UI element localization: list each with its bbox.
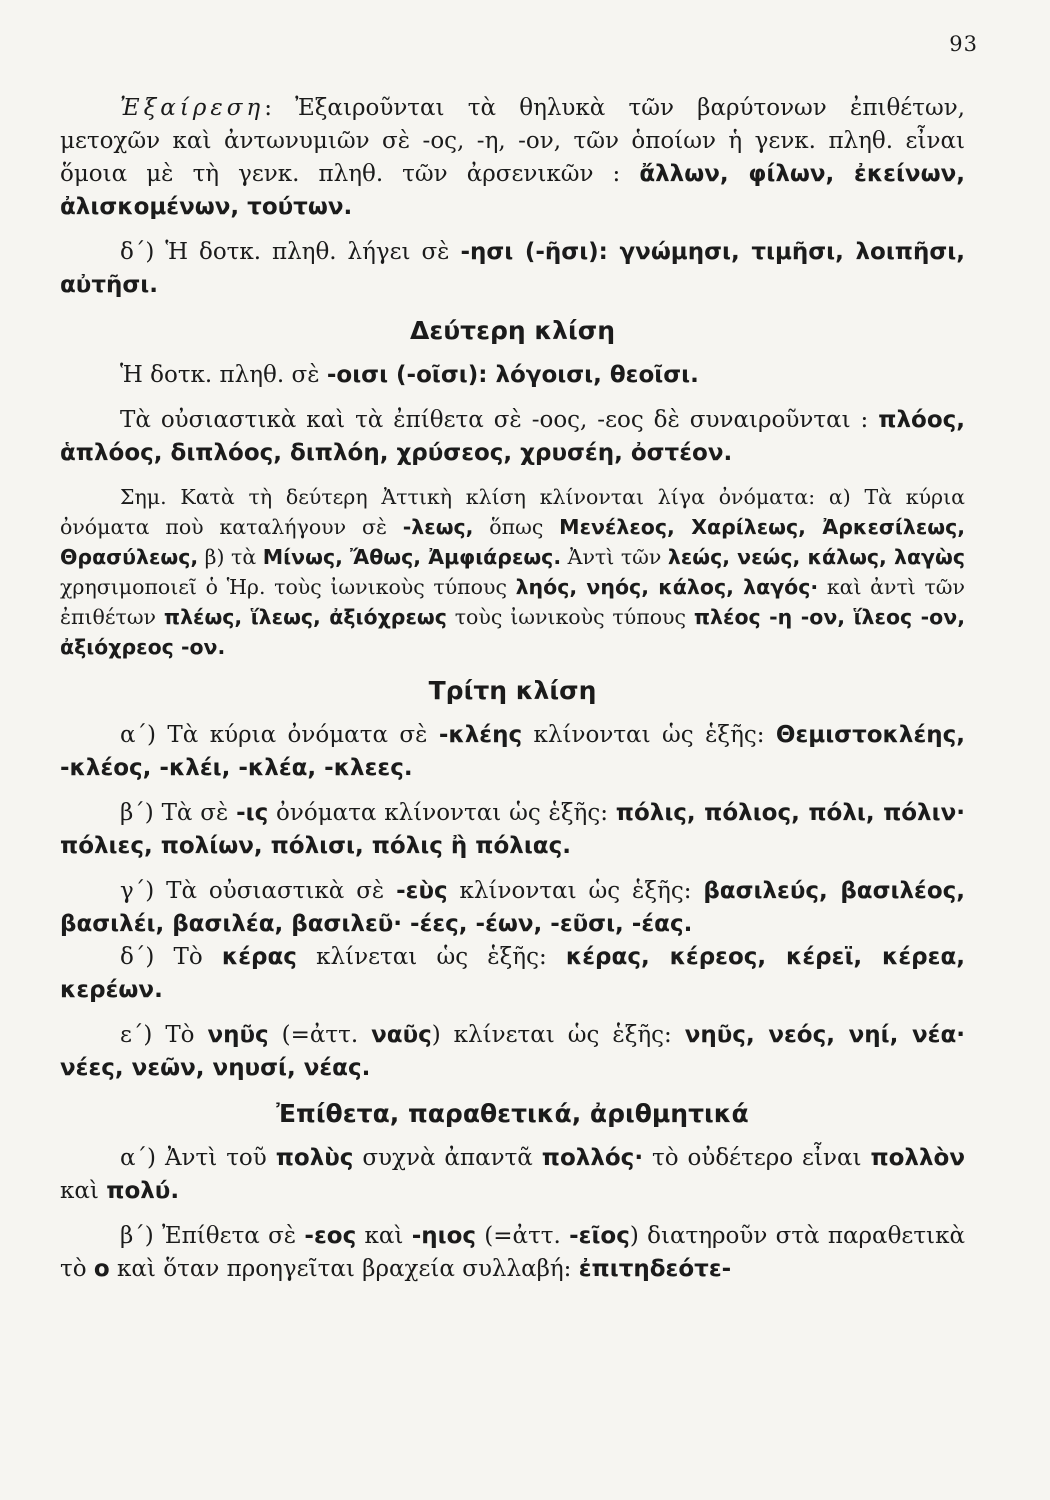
adj-a-text-3: τὸ οὐδέτερο εἶναι — [643, 1145, 871, 1171]
note-text-7: τοὺς ἰωνικοὺς τύπους — [446, 605, 694, 629]
second-declension-contraction — [60, 404, 965, 470]
third-c-text-2: κλίνονται ὡς ἑξῆς: — [447, 878, 704, 904]
heading-second-declension: Δεύτερη κλίση — [409, 316, 615, 345]
second-p1-text: Ἡ δοτκ. πληθ. σὲ — [120, 362, 327, 388]
third-item-a — [60, 719, 965, 785]
third-b-bold-1: -ις — [236, 800, 269, 826]
third-a-bold-2: Θεμιστοκλέης, -κλέος, -κλέι, -κλέα, -κλεες. — [60, 722, 965, 781]
delta-paragraph — [60, 236, 965, 302]
adj-b-text-5: καὶ ὅταν προηγεῖται βραχεία συλλαβή: — [109, 1256, 579, 1282]
third-e-text-3: ) κλίνεται ὡς ἑξῆς: — [431, 1022, 685, 1048]
note-text-6: καὶ ἀντὶ τῶν ἐπιθέτων — [60, 575, 965, 629]
adj-b-bold-2: -ηιος — [411, 1223, 477, 1249]
third-b-text: β΄) Τὰ σὲ — [120, 800, 237, 826]
note-text-1: Σημ. Κατὰ τὴ δεύτερη Ἀττικὴ κλίση κλίνονται λίγα ὀνόματα: α) Τὰ κύρια ὀνόματα ποὺ καταλήγουν σὲ — [60, 485, 965, 539]
delta-examples: γνώμησι, τιμῆσι, λοιπῆσι, αὐτῆσι. — [60, 239, 965, 298]
exception-text: : Ἐξαιροῦνται τὰ θηλυκὰ τῶν βαρύτονων ἐπιθέτων, μετοχῶν καὶ ἀντωνυμιῶν σὲ -ος, -η, -ον, τῶν ὁποίων ἡ γενκ. πληθ. εἶναι ὅμοια μὲ τὴ γενκ. πληθ. τῶν ἀρσενικῶν : — [60, 95, 965, 187]
adj-b-text-2: καὶ — [356, 1223, 412, 1249]
second-p2-text: Τὰ οὐσιαστικὰ καὶ τὰ ἐπίθετα σὲ -οος, -εος δὲ συναιροῦνται : — [120, 407, 869, 433]
note-text-2: ὅπως — [473, 515, 560, 539]
adj-b-text-4: ) διατηροῦν στὰ παραθετικὰ τὸ — [60, 1223, 965, 1282]
third-item-d — [60, 941, 965, 1007]
third-b-bold-2: πόλις, πόλιος, πόλι, πόλιν· πόλιες, πολίων, πόλισι, πόλις ἢ πόλιας. — [60, 800, 965, 859]
note-bold-2: Μενέλεος, Χαρίλεως, Ἀρκεσίλεως, Θρασύλεως, — [60, 515, 966, 569]
third-item-c — [60, 875, 965, 941]
page-number: 93 — [949, 32, 978, 56]
adj-a-text-4: καὶ — [60, 1178, 107, 1204]
third-d-bold-1: κέρας — [221, 944, 297, 970]
note-bold-4: λεώς, νεώς, κάλως, λαγὼς — [667, 545, 965, 569]
third-d-text: δ΄) Τὸ — [120, 944, 222, 970]
third-e-text: ε΄) Τὸ — [120, 1022, 208, 1048]
note-text-3: β) τὰ — [198, 545, 263, 569]
exception-label: Ἐξαίρεση — [120, 95, 265, 121]
note-bold-3: Μίνως, Ἄθως, Ἀμφιάρεως. — [262, 545, 562, 569]
third-c-text: γ΄) Τὰ οὐσιαστικὰ σὲ — [120, 878, 397, 904]
adj-b-text: β΄) Ἐπίθετα σὲ — [120, 1223, 305, 1249]
note-paragraph — [60, 482, 965, 662]
adj-b-bold-4: ο — [93, 1256, 110, 1282]
heading-third-declension: Τρίτη κλίση — [428, 676, 597, 705]
third-a-bold-1: -κλέης — [438, 722, 523, 748]
adj-a-bold-2: πολλός· — [541, 1145, 644, 1171]
third-e-bold-3: νηῦς, νεός, νηί, νέα· νέες, νεῶν, νηυσί, νέας. — [60, 1022, 965, 1081]
second-p2-bold: πλόος, ἁπλόος, διπλόος, διπλόη, χρύσεος, χρυσέη, ὀστέον. — [60, 407, 965, 466]
third-d-text-2: κλίνεται ὡς ἑξῆς: — [296, 944, 566, 970]
third-a-text: α΄) Τὰ κύρια ὀνόματα σὲ — [120, 722, 439, 748]
third-e-bold-1: νηῦς — [207, 1022, 269, 1048]
adjectives-item-b — [60, 1220, 965, 1286]
third-item-e — [60, 1019, 965, 1085]
exception-paragraph — [60, 92, 965, 224]
adj-a-bold-3: πολλὸν — [870, 1145, 966, 1171]
note-bold-7: πλέος -η -ον, ἵλεος -ον, ἀξιόχρεος -ον. — [60, 605, 965, 659]
adj-b-bold-5: ἐπιτηδεότε- — [578, 1256, 732, 1282]
second-declension-dative — [60, 359, 965, 392]
delta-ending: -ησι (-ῆσι): — [460, 239, 608, 265]
third-a-text-2: κλίνονται ὡς ἑξῆς: — [522, 722, 776, 748]
third-c-bold-2: βασιλεύς, βασιλέος, βασιλέι, βασιλέα, βασιλεῦ· -έες, -έων, -εῦσι, -έας. — [60, 878, 966, 937]
adj-b-bold-3: -εῖος — [569, 1223, 630, 1249]
adjectives-item-a — [60, 1142, 965, 1208]
third-e-bold-2: ναῦς — [371, 1022, 432, 1048]
third-b-text-2: ὀνόματα κλίνονται ὡς ἑξῆς: — [268, 800, 616, 826]
note-bold-6: πλέως, ἵλεως, ἀξιόχρεως — [163, 605, 447, 629]
second-p1-bold: -οισι (-οῖσι): λόγοισι, θεοῖσι. — [326, 362, 699, 388]
note-text-4: Ἀντὶ τῶν — [561, 545, 668, 569]
heading-adjectives: Ἐπίθετα, παραθετικά, ἀριθμητικά — [276, 1099, 749, 1128]
third-item-b — [60, 797, 965, 863]
page-body — [60, 92, 965, 1286]
note-bold-5: ληός, νηός, κάλος, λαγός· — [515, 575, 819, 599]
third-c-bold-1: -εὺς — [396, 878, 448, 904]
third-d-bold-2: κέρας, κέρεος, κέρεϊ, κέρεα, κερέων. — [60, 944, 965, 1003]
adj-a-text-2: συχνὰ ἀπαντᾶ — [353, 1145, 542, 1171]
adj-b-text-3: (=ἀττ. — [476, 1223, 570, 1249]
adj-b-bold-1: -εος — [304, 1223, 357, 1249]
adj-a-text: α΄) Ἀντὶ τοῦ — [120, 1145, 276, 1171]
adj-a-bold-1: πολὺς — [275, 1145, 354, 1171]
third-e-text-2: (=ἀττ. — [268, 1022, 372, 1048]
note-text-5: χρησιμοποιεῖ ὁ Ἡρ. τοὺς ἰωνικοὺς τύπους — [60, 575, 516, 599]
exception-examples: ἄλλων, φίλων, ἐκείνων, ἀλισκομένων, τούτων. — [60, 161, 965, 220]
adj-a-bold-4: πολύ. — [106, 1178, 180, 1204]
delta-text: δ΄) Ἡ δοτκ. πληθ. λήγει σὲ — [120, 239, 461, 265]
note-bold-1: -λεως, — [402, 515, 474, 539]
